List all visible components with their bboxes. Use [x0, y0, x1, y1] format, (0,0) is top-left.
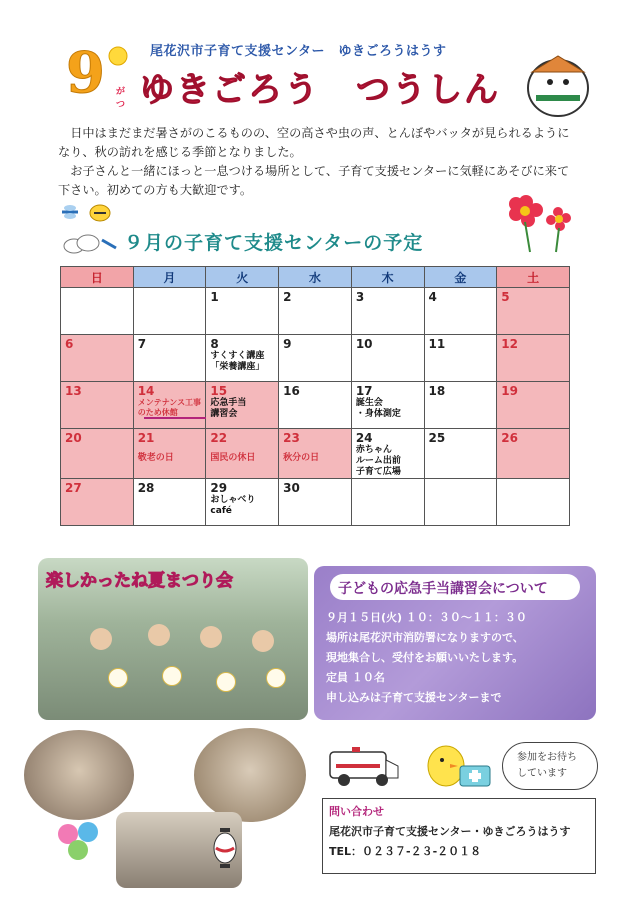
intro-text — [58, 124, 578, 200]
day-number: 13 — [65, 384, 82, 398]
day-number: 20 — [65, 431, 82, 445]
calendar-event: 誕生会 — [355, 398, 383, 408]
calendar-day-cell — [206, 479, 279, 526]
calendar-event: おしゃべり — [210, 495, 256, 505]
calendar-day-cell — [424, 335, 497, 382]
calendar-day-cell — [279, 382, 352, 429]
calendar-day-cell — [133, 288, 206, 335]
day-number: 5 — [501, 290, 510, 304]
calendar-day-cell — [497, 382, 570, 429]
intro-paragraph-2: お子さんと一緒にほっと一息つける場所として、子育て支援センターに気軽にあそびに来て下さい。初めての方も大歓迎です。 — [58, 164, 570, 197]
intro-paragraph-1: 日中はまだまだ暑さがのこるものの、空の高さや虫の声、とんぼやバッタが見られるようになり、秋の訪れを感じる季節となりました。 — [58, 126, 570, 159]
day-number: 30 — [283, 481, 300, 495]
day-number: 27 — [65, 481, 82, 495]
ambulance-icon — [326, 742, 402, 790]
day-number: 1 — [210, 290, 219, 304]
day-number: 11 — [428, 337, 446, 351]
day-number: 14 — [137, 384, 155, 398]
calendar-day-cell — [133, 429, 206, 479]
day-number: 8 — [210, 337, 219, 351]
calendar-event: 国民の休日 — [210, 453, 256, 463]
workshop-reception: 現地集合し、受付をお願いいたします。 — [326, 651, 524, 664]
contact-heading: 問い合わせ — [329, 805, 384, 818]
day-number: 10 — [355, 337, 373, 351]
calendar-day-cell — [351, 479, 424, 526]
first-aid-workshop-box — [314, 566, 596, 720]
calendar-day-cell — [497, 429, 570, 479]
chick-first-aid-icon — [420, 738, 496, 794]
calendar-day-cell — [279, 335, 352, 382]
cosmos-flower-icon — [506, 192, 576, 254]
calendar-day-cell — [497, 335, 570, 382]
closure-arrow — [144, 417, 214, 419]
day-number: 9 — [283, 337, 292, 351]
calendar-day-cell — [61, 335, 134, 382]
calendar-event: 敬老の日 — [137, 453, 174, 463]
contact-name: 尾花沢市子育て支援センター・ゆきごろうはうす — [329, 825, 571, 838]
day-number: 2 — [283, 290, 292, 304]
calendar-day-cell — [351, 429, 424, 479]
calendar-week-row — [61, 288, 570, 335]
workshop-apply: 申し込みは子育て支援センターまで — [326, 691, 502, 704]
weekday-header: 土 — [497, 267, 570, 288]
weekday-header: 木 — [351, 267, 424, 288]
calendar-event: café — [210, 506, 232, 516]
calendar-event: 秋分の日 — [283, 453, 320, 463]
workshop-capacity: 定員 １０名 — [326, 671, 385, 684]
schedule-title: ９月の子育て支援センターの予定 — [124, 232, 424, 254]
dragonfly-bee-icon — [58, 200, 118, 226]
weekday-header: 日 — [61, 267, 134, 288]
day-number: 18 — [428, 384, 446, 398]
calendar-day-cell — [206, 382, 279, 429]
calendar-week-row — [61, 335, 570, 382]
calendar-day-cell — [497, 479, 570, 526]
day-number: 22 — [210, 431, 228, 445]
calendar-event: すくすく講座 — [210, 351, 265, 361]
day-number: 26 — [501, 431, 518, 445]
calendar-day-cell — [279, 479, 352, 526]
lantern-icon — [212, 826, 238, 872]
day-number: 28 — [137, 481, 155, 495]
calendar-day-cell — [351, 288, 424, 335]
calendar-event: 子育て広場 — [355, 467, 401, 477]
speech-line-1: 参加をお待ち — [517, 752, 577, 763]
cloud-icon — [60, 234, 118, 254]
summer-festival-photo — [38, 558, 308, 720]
calendar-event: 講習会 — [210, 409, 238, 419]
day-number: 3 — [355, 290, 365, 304]
calendar-day-cell — [133, 335, 206, 382]
day-number: 23 — [283, 431, 300, 445]
calendar-day-cell — [279, 288, 352, 335]
contact-phone: TEL：０２３７-２３-２０１８ — [329, 845, 482, 858]
calendar-event: 「栄養講座」 — [210, 362, 265, 372]
calendar-day-cell — [351, 335, 424, 382]
photo-banner: 楽しかったね夏まつり会 — [46, 571, 233, 591]
calendar-day-cell — [206, 335, 279, 382]
calendar-event: 赤ちゃん — [355, 445, 392, 455]
day-number: 4 — [428, 290, 437, 304]
workshop-details — [326, 608, 586, 708]
calendar-day-cell — [424, 382, 497, 429]
organization-name: 尾花沢市子育て支援センター ゆきごろうはうす — [150, 44, 447, 59]
calendar-day-cell — [61, 429, 134, 479]
event-photo-left — [24, 730, 134, 820]
calendar-day-cell — [133, 382, 206, 429]
calendar-day-cell — [424, 288, 497, 335]
month-badge — [60, 40, 130, 110]
day-number: 29 — [210, 481, 228, 495]
speech-line-2: しています — [517, 768, 567, 779]
calendar-week-row — [61, 429, 570, 479]
day-number: 15 — [210, 384, 228, 398]
month-number: 9 — [66, 40, 105, 106]
balloon-icon — [54, 818, 110, 868]
calendar-event: ・身体測定 — [355, 409, 401, 419]
calendar-event: 応急手当 — [210, 398, 247, 408]
day-number: 6 — [65, 337, 74, 351]
calendar-day-cell — [497, 288, 570, 335]
day-number: 16 — [283, 384, 300, 398]
calendar-day-cell — [206, 429, 279, 479]
calendar-day-cell — [279, 429, 352, 479]
calendar-day-cell — [206, 288, 279, 335]
workshop-date: ９月１５日(火) １０：３０～１１：３０ — [326, 611, 527, 624]
snowman-mascot-icon — [508, 36, 600, 122]
day-number: 21 — [137, 431, 155, 445]
closure-note: メンテナンス工事のため休館 — [137, 398, 202, 417]
day-number: 17 — [355, 384, 373, 398]
weekday-header: 月 — [133, 267, 206, 288]
month-suffix: がつ — [116, 87, 126, 110]
event-photo-right — [194, 728, 306, 822]
calendar-event: ルーム出前 — [355, 456, 401, 466]
weekday-header: 金 — [424, 267, 497, 288]
calendar-day-cell — [424, 479, 497, 526]
weekday-header: 火 — [206, 267, 279, 288]
calendar-day-cell — [133, 479, 206, 526]
sun-icon — [106, 44, 130, 68]
calendar-day-cell — [61, 382, 134, 429]
calendar-day-cell — [61, 479, 134, 526]
calendar-week-row — [61, 479, 570, 526]
contact-box — [322, 798, 596, 874]
day-number: 12 — [501, 337, 518, 351]
calendar-day-cell — [424, 429, 497, 479]
calendar-table — [60, 266, 570, 526]
calendar-day-cell — [61, 288, 134, 335]
newsletter-title: ゆきごろう つうしん — [140, 70, 500, 110]
calendar-day-cell — [351, 382, 424, 429]
day-number: 25 — [428, 431, 446, 445]
day-number: 24 — [355, 431, 373, 445]
workshop-location: 場所は尾花沢市消防署になりますので、 — [326, 631, 524, 644]
workshop-title: 子どもの応急手当講習会について — [338, 581, 548, 597]
calendar-weekday-row — [61, 267, 570, 288]
speech-bubble — [502, 742, 598, 790]
calendar-week-row — [61, 382, 570, 429]
day-number: 19 — [501, 384, 518, 398]
weekday-header: 水 — [279, 267, 352, 288]
day-number: 7 — [137, 337, 147, 351]
